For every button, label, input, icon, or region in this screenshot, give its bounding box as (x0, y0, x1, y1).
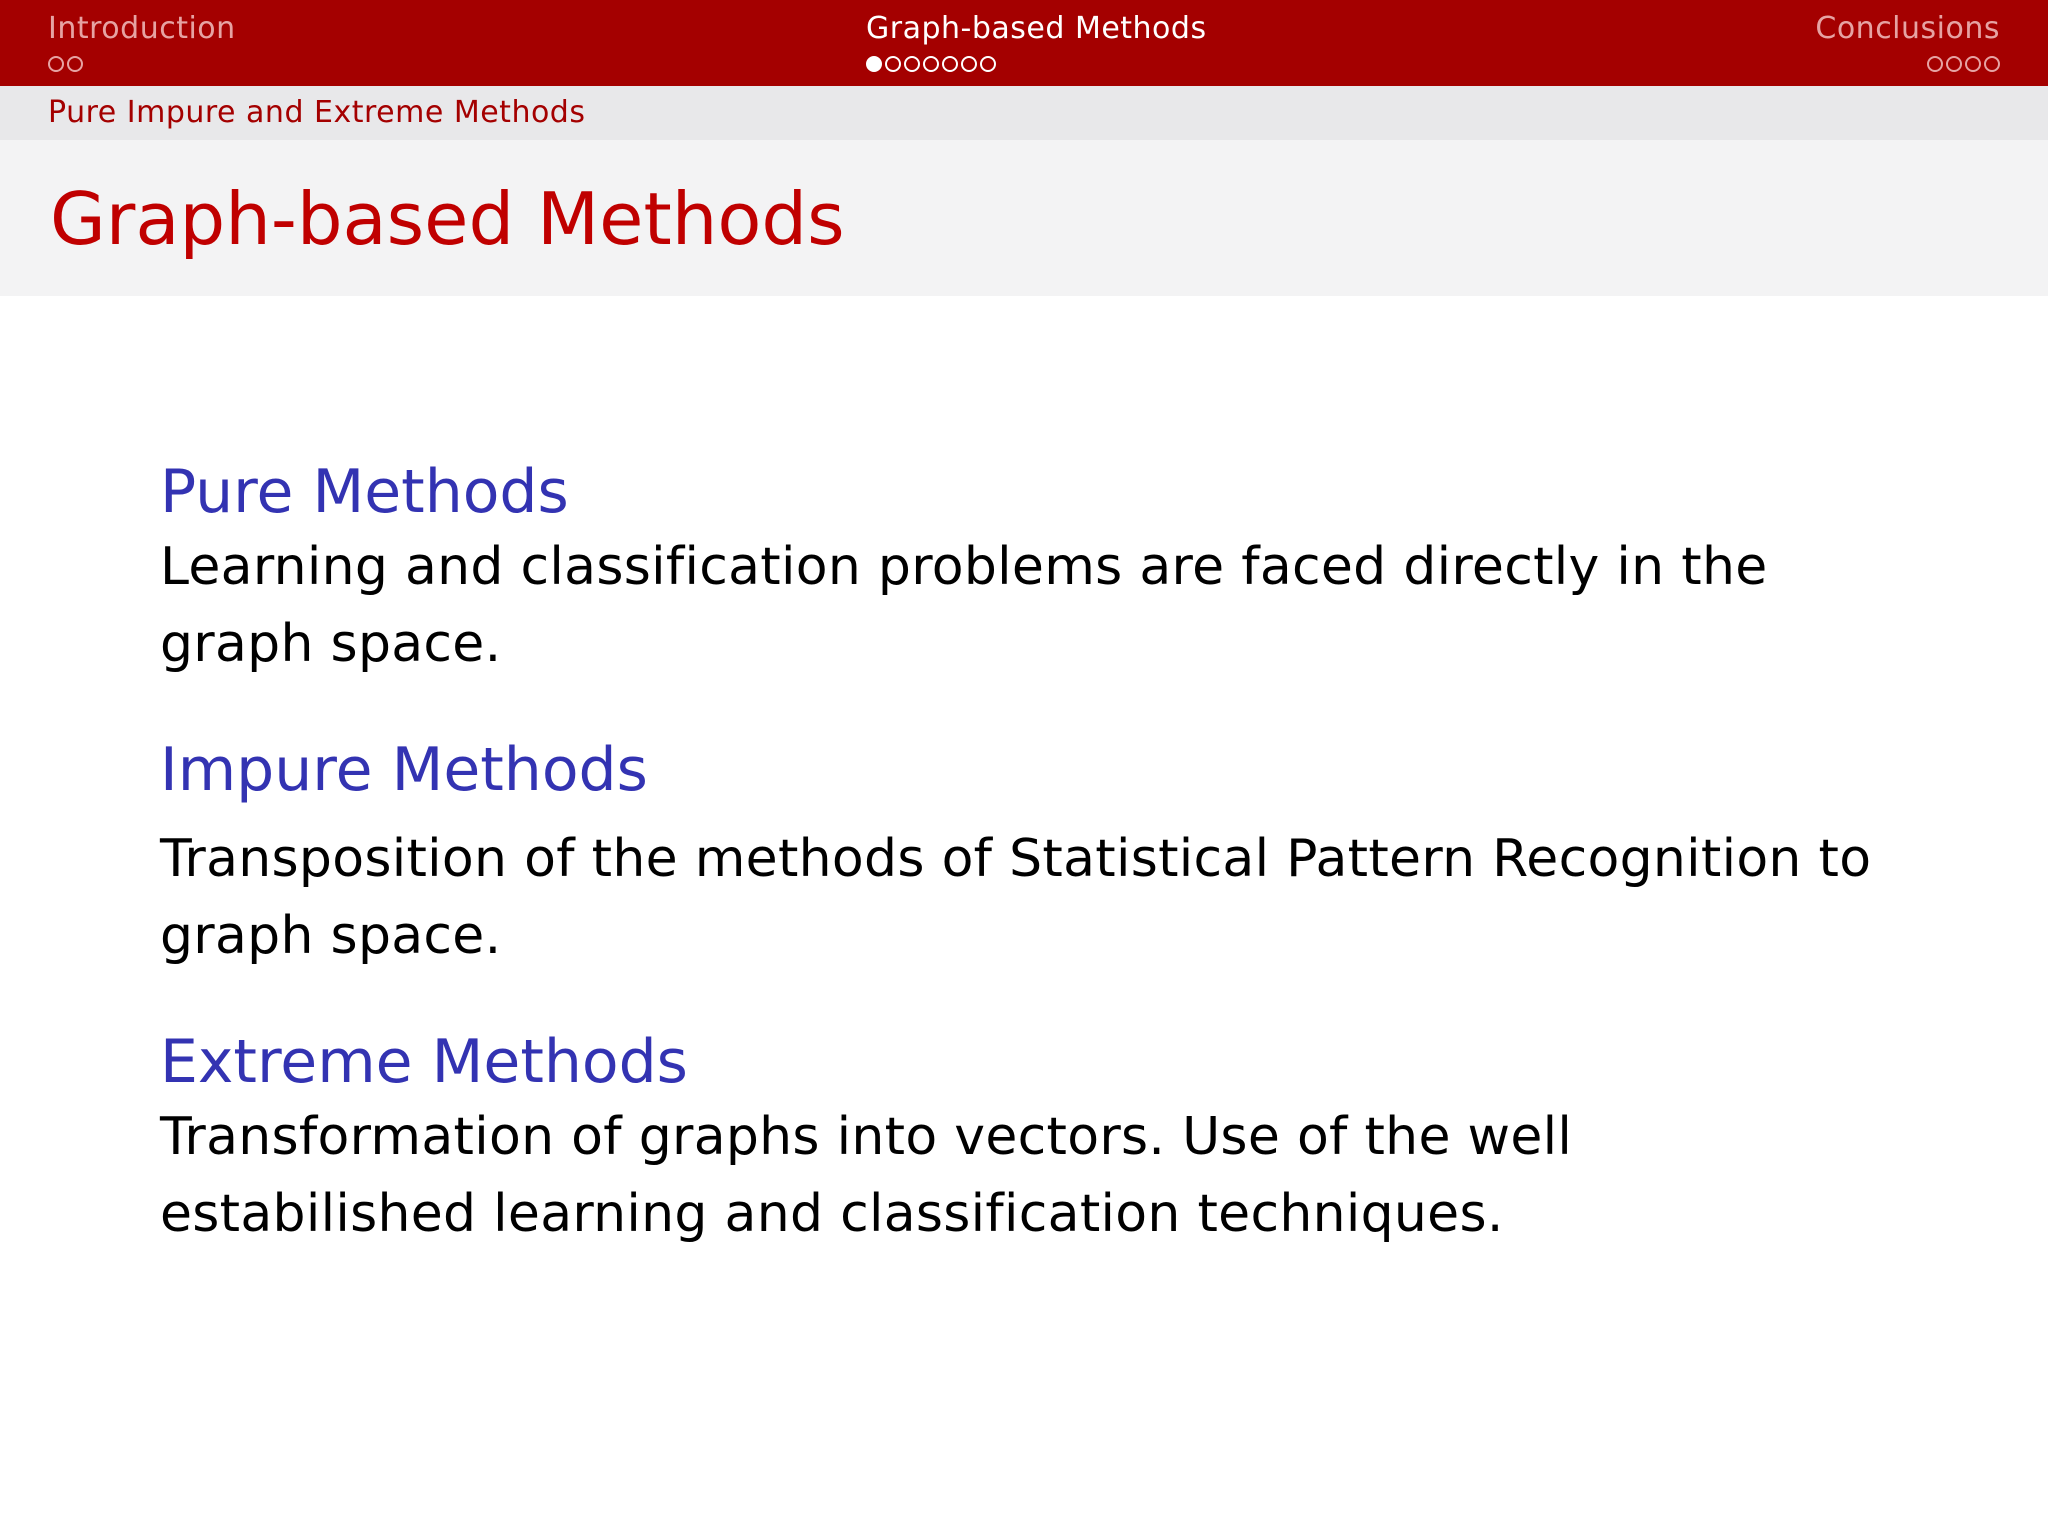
nav-section-title[interactable]: Conclusions (1815, 11, 2000, 46)
subsection-title: Pure Impure and Extreme Methods (48, 95, 586, 130)
frame-dot-icon[interactable] (980, 56, 996, 72)
block-text: Learning and classification problems are faced directly in the graph space. (160, 537, 1768, 674)
frame-dot-icon[interactable] (1927, 56, 1943, 72)
frame-dot-current-icon[interactable] (866, 56, 882, 72)
block-title: Pure Methods (160, 457, 569, 527)
frame-dot-icon[interactable] (67, 56, 83, 72)
subsection-bar (0, 86, 2048, 140)
section-navigation-bar (0, 0, 2048, 86)
block-title: Extreme Methods (160, 1027, 688, 1097)
frame-dot-icon[interactable] (904, 56, 920, 72)
nav-section-introduction[interactable] (48, 8, 236, 84)
nav-section-graph-based-methods[interactable] (866, 8, 1207, 84)
nav-frame-dots (1815, 54, 2000, 74)
block-impure-methods (160, 733, 1900, 975)
frame-dot-icon[interactable] (1946, 56, 1962, 72)
block-text: Transposition of the methods of Statistical Pattern Recognition to graph space. (160, 829, 1872, 966)
nav-section-title[interactable]: Introduction (48, 11, 236, 46)
block-text: Transformation of graphs into vectors. Use of the well estabilished learning and classification techniques. (160, 1107, 1573, 1244)
block-extreme-methods (160, 1025, 1900, 1253)
frame-dot-icon[interactable] (1965, 56, 1981, 72)
nav-frame-dots (48, 54, 236, 74)
nav-section-title[interactable]: Graph-based Methods (866, 11, 1207, 46)
nav-frame-dots (866, 54, 1207, 74)
frame-dot-icon[interactable] (961, 56, 977, 72)
frame-dot-icon[interactable] (1984, 56, 2000, 72)
frame-dot-icon[interactable] (942, 56, 958, 72)
nav-section-conclusions[interactable] (1815, 8, 2000, 84)
block-pure-methods (160, 455, 1900, 683)
frame-dot-icon[interactable] (923, 56, 939, 72)
frame-dot-icon[interactable] (885, 56, 901, 72)
block-title: Impure Methods (160, 735, 648, 805)
frame-title-bar (0, 140, 2048, 296)
frame-dot-icon[interactable] (48, 56, 64, 72)
frame-title: Graph-based Methods (50, 177, 845, 261)
